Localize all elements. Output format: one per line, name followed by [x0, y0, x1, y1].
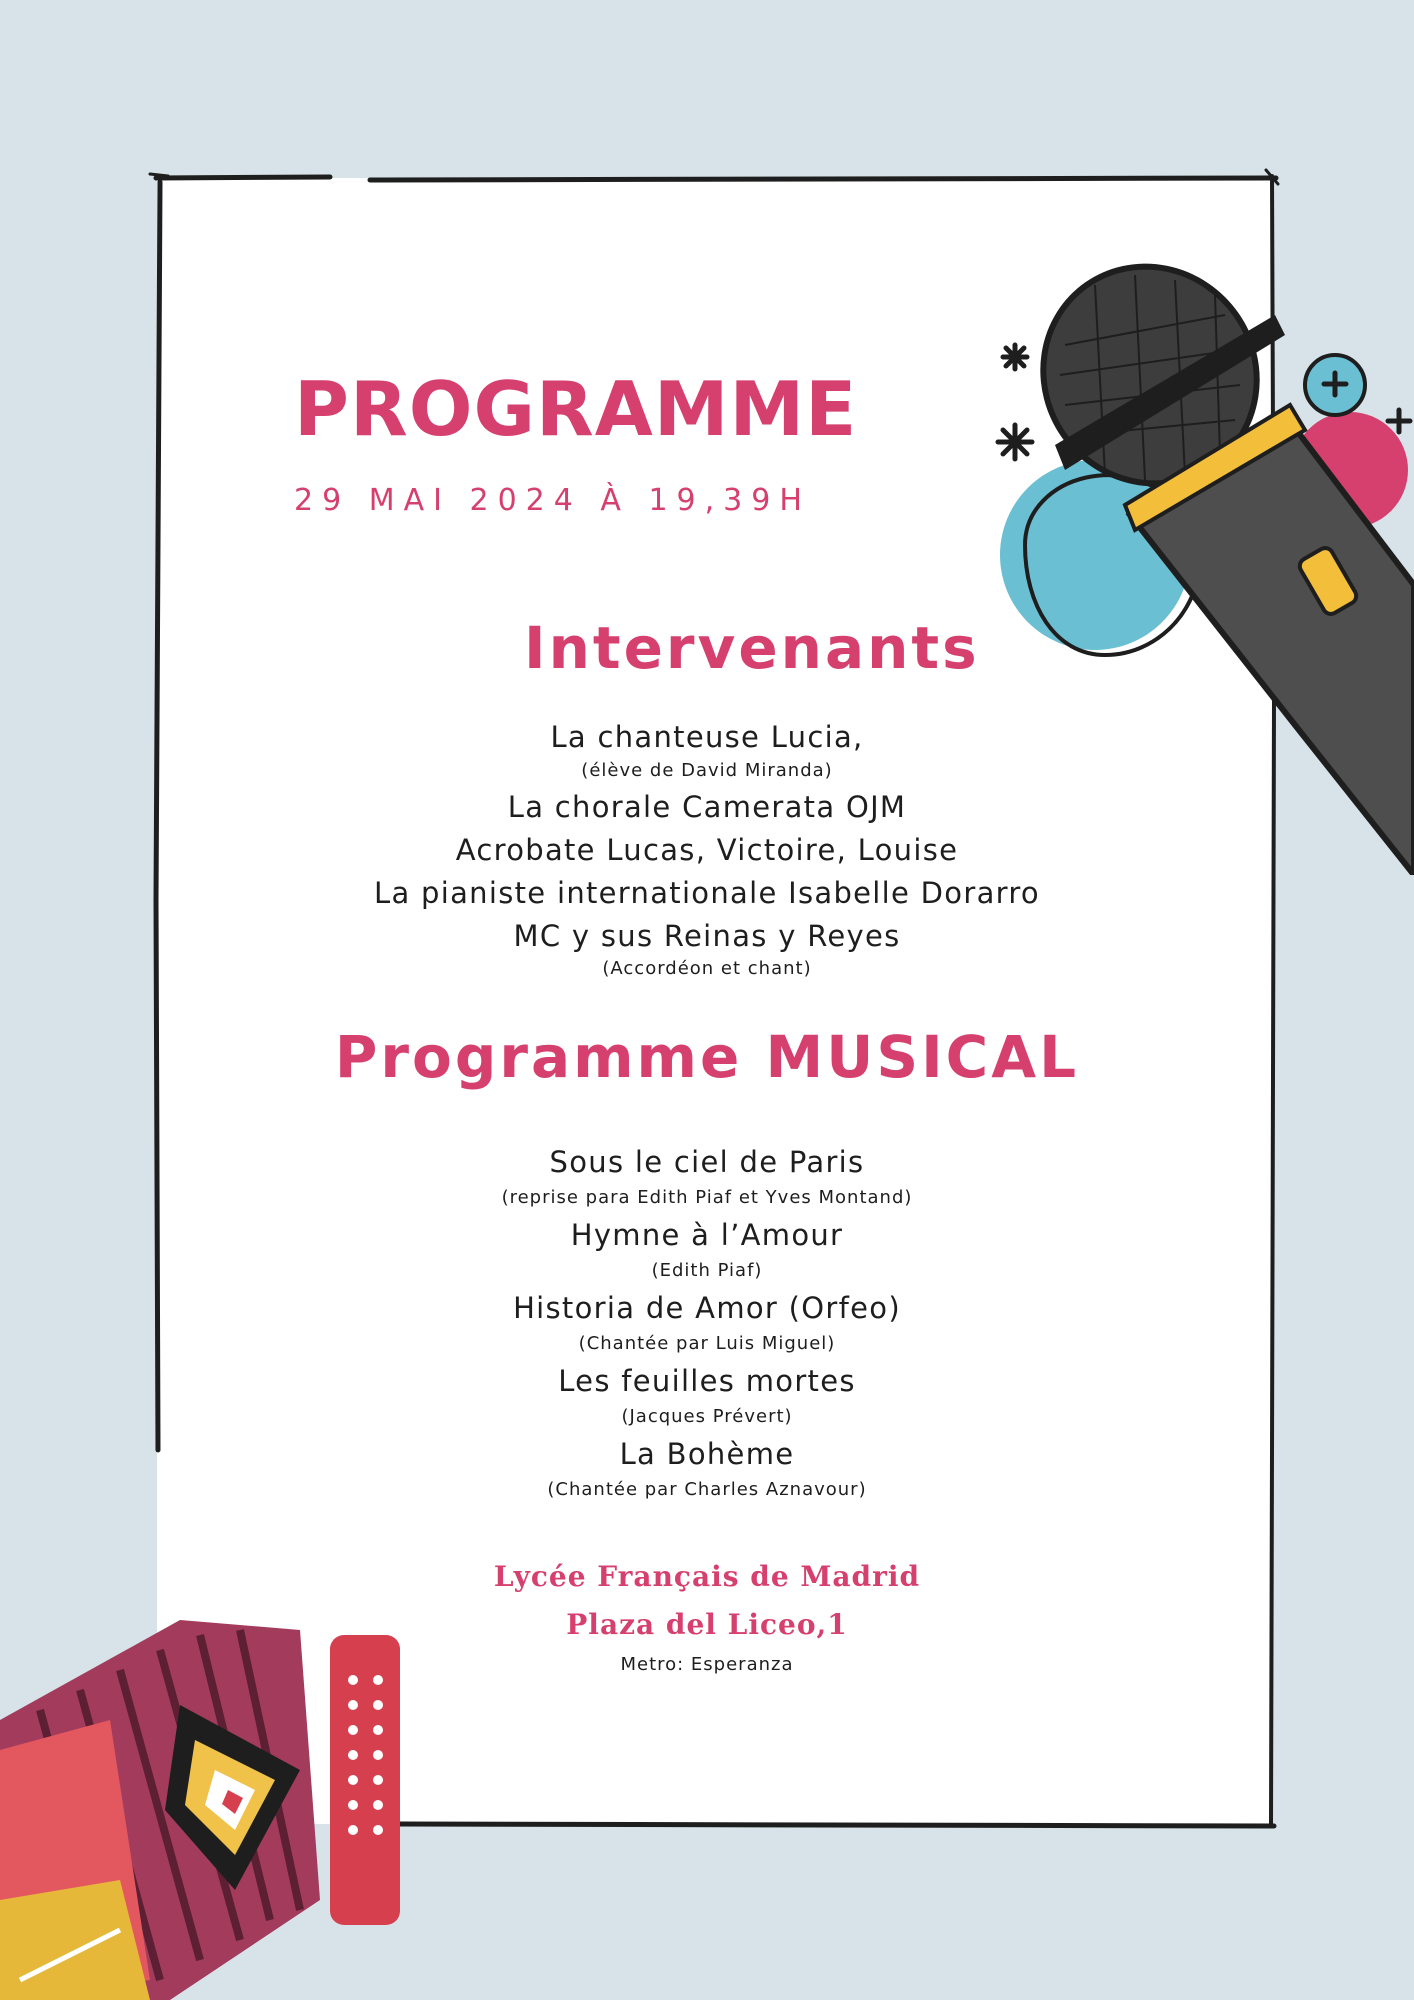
list-item: La chanteuse Lucia, — [550, 720, 864, 754]
list-item-note: (élève de David Miranda) — [581, 760, 833, 781]
list-item: La chorale Camerata OJM — [507, 790, 907, 824]
list-item: Les feuilles mortes — [558, 1364, 856, 1398]
event-date: 29 MAI 2024 À 19,39H — [294, 483, 811, 518]
list-item-note: (Chantée par Charles Aznavour) — [547, 1479, 867, 1500]
list-item-note: (Accordéon et chant) — [602, 958, 812, 979]
list-item: Acrobate Lucas, Victoire, Louise — [455, 833, 959, 867]
venue-metro: Metro: Esperanza — [620, 1654, 794, 1675]
venue-name: Lycée Français de Madrid — [493, 1560, 921, 1593]
microphone-icon — [985, 255, 1414, 875]
list-item: Hymne à l’Amour — [570, 1218, 844, 1252]
list-item: Sous le ciel de Paris — [549, 1145, 865, 1179]
list-item: La pianiste internationale Isabelle Dorarro — [374, 876, 1040, 910]
list-item-note: (reprise para Edith Piaf et Yves Montand) — [501, 1187, 913, 1208]
venue-address: Plaza del Liceo,1 — [566, 1608, 848, 1641]
list-item-note: (Edith Piaf) — [651, 1260, 763, 1281]
list-item: MC y sus Reinas y Reyes — [513, 919, 901, 953]
list-item-note: (Chantée par Luis Miguel) — [578, 1333, 836, 1354]
section-heading-musical: Programme MUSICAL — [334, 1023, 1080, 1091]
list-item: La Bohème — [619, 1437, 795, 1471]
list-item: Historia de Amor (Orfeo) — [513, 1291, 901, 1325]
section-heading-intervenants: Intervenants — [524, 614, 980, 682]
page-title: PROGRAMME — [294, 365, 858, 453]
list-item-note: (Jacques Prévert) — [621, 1406, 793, 1427]
